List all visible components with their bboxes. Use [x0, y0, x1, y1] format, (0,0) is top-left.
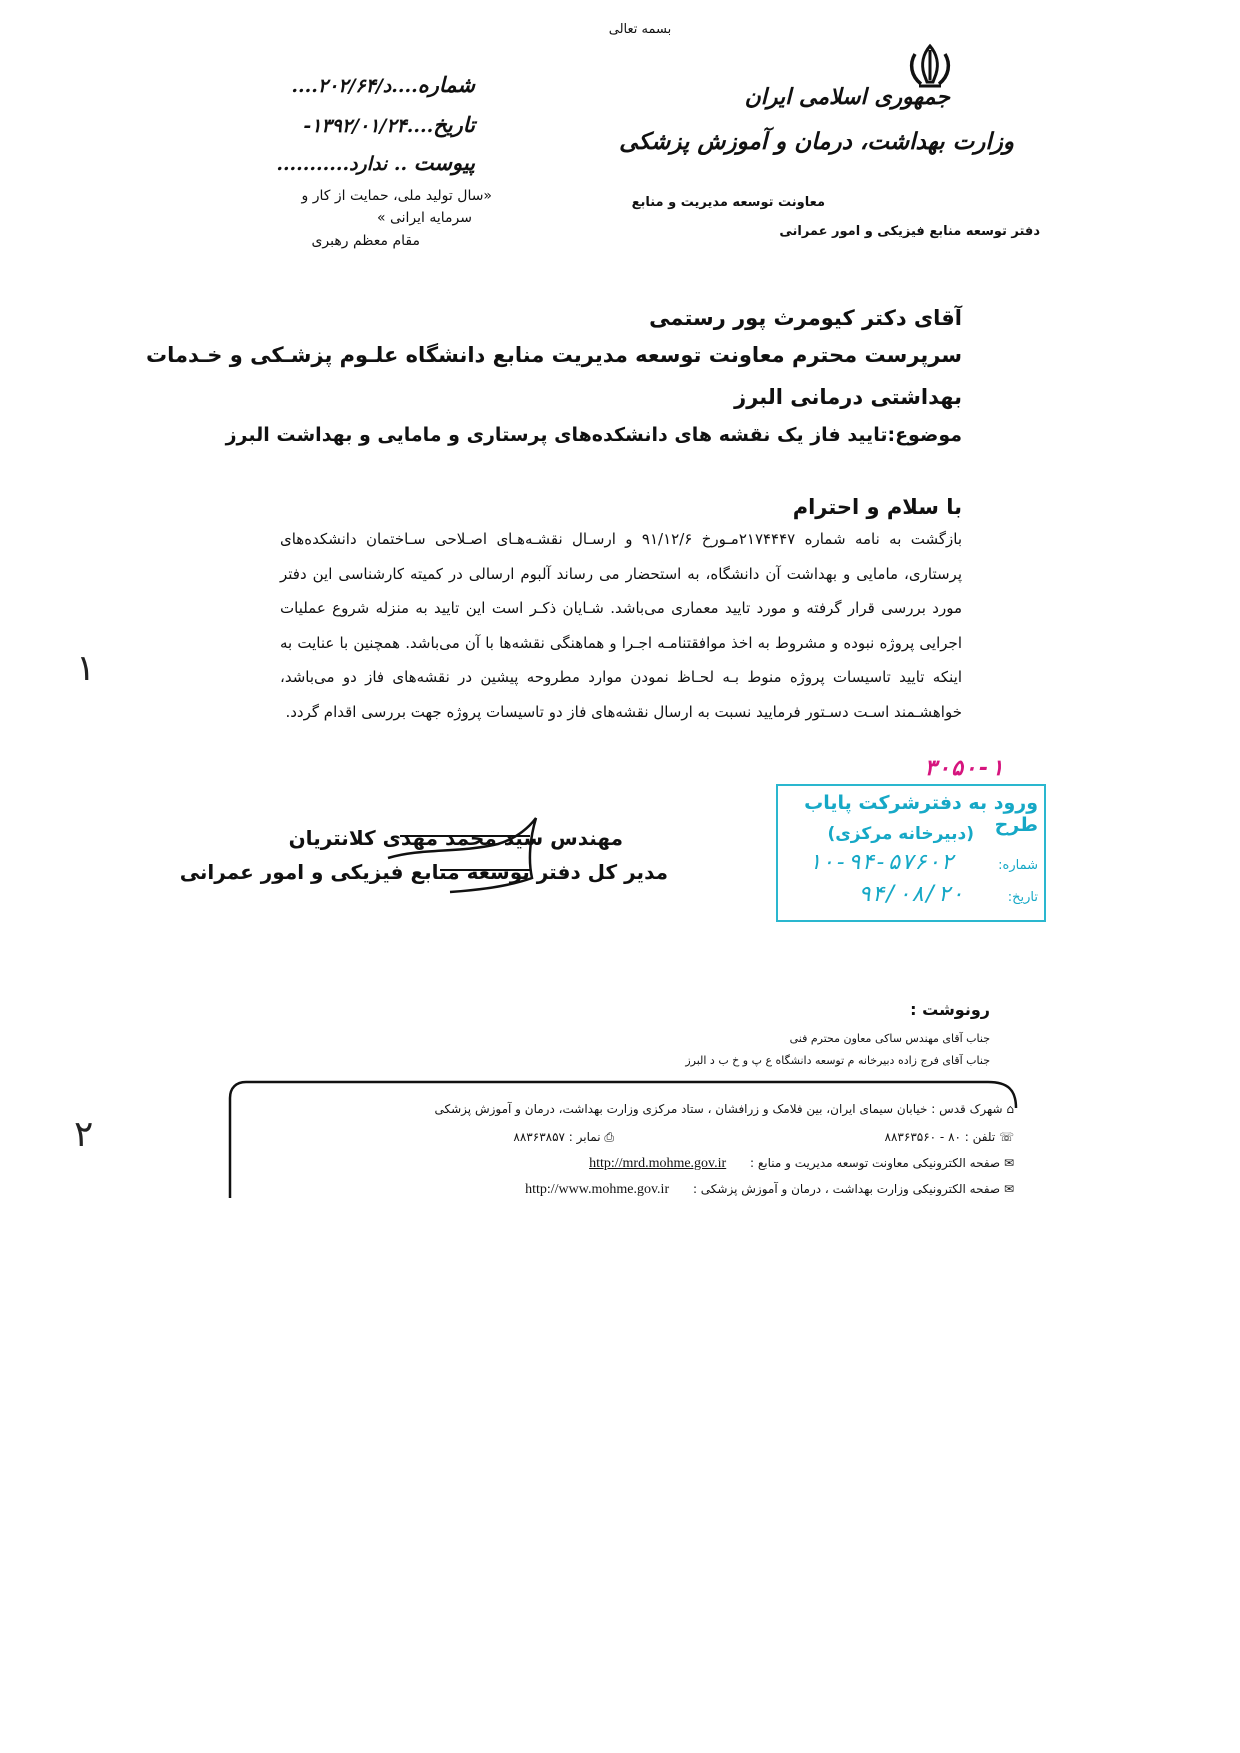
handwritten-reference: ۳۰۵۰-۱: [924, 756, 1004, 781]
letter-number-label: شماره: [417, 72, 475, 97]
stamp-subtitle: (دبیرخانه مرکزی): [827, 824, 974, 844]
letter-attachment: پیوست .. ندارد...........: [276, 150, 475, 175]
letter-number-value: د/۲۰۲/۶۴: [317, 75, 392, 97]
signature-scribble-icon: [380, 808, 560, 898]
phone-icon: ☏: [998, 1130, 1014, 1144]
margin-mark-2: ۲: [74, 1114, 94, 1155]
slogan-line-1: «سال تولید ملی، حمایت از کار و: [301, 188, 492, 204]
stamp-title: ورود به دفترشرکت پایاب طرح: [804, 792, 1038, 836]
stamp-number-value: ۱۰-۹۴-۵۷۶۰۲: [808, 850, 954, 875]
letter-body: بازگشت به نامه شماره ۲۱۷۴۴۴۷مـورخ ۹۱/۱۲/۶ و ارسـال نقشـه‌هـای اصـلاحی سـاختمان دانشکده‌های پرستاری، مامایی و بهداشت آن دانشگاه، به استحضار می رساند آلبوم ارسالی در کمیته کارشناسی این دفتر مورد بررسی قرار گرفته و مورد تایید معماری می‌باشد. شـایان ذکـر است این تایید به منزله شروع عملیات اجرایی پروژه نبوده و مشروط به اخذ موافقتنامـه اجـرا و هماهنگی نقشه‌ها با آن می‌باشد. همچنین با عنایت به اینکه تایید تاسیسات پروژه منوط بـه لحـاظ نمودن موارد مطروحه پیشین در نقشه‌های فاز دو می‌باشد، خواهشـمند اسـت دسـتور فرمایید نسبت به ارسال نقشه‌های فاز دو تاسیسات پروژه جهت بررسی اقدام گردد.: [280, 530, 963, 721]
stamp-number-label: شماره:: [998, 858, 1038, 873]
mrd-website-link[interactable]: http://mrd.mohme.gov.ir: [589, 1156, 727, 1171]
footer-fax: ⎙ نمابر : ۸۸۳۶۳۸۵۷: [513, 1130, 614, 1144]
letter-date: تاریخ....۱۳۹۲/۰۱/۲۴-: [303, 112, 475, 137]
letter-date-label: تاریخ: [433, 112, 475, 137]
footer-web-mrd: ✉ صفحه الکترونیکی معاونت توسعه مدیریت و منابع : http://mrd.mohme.gov.ir: [589, 1156, 1014, 1171]
cc-item-1: جناب آقای مهندس ساکی معاون محترم فنی: [789, 1032, 990, 1045]
margin-mark-1: ۱: [76, 648, 96, 689]
letter-attachment-value: ندارد: [349, 153, 388, 175]
iran-emblem-icon: [905, 42, 955, 88]
entry-stamp: [776, 784, 1046, 922]
department-line-2: دفتر توسعه منابع فیزیکی و امور عمرانی: [779, 224, 1040, 239]
addressee-title-2: بهداشتی درمانی البرز: [734, 385, 962, 409]
slogan-line-2: سرمایه ایرانی »: [376, 210, 472, 226]
invocation: بسمه تعالی: [608, 22, 672, 37]
signer-title: مدیر کل دفتر توسعه منابع فیزیکی و امور عمرانی: [179, 860, 668, 884]
letter-subject: موضوع:تایید فاز یک نقشه های دانشکده‌های پرستاری و مامایی و بهداشت البرز: [225, 424, 962, 446]
slogan-line-3: مقام معظم رهبری: [311, 233, 420, 249]
fax-icon: ⎙: [604, 1130, 614, 1144]
greeting: با سلام و احترام: [792, 495, 962, 519]
location-icon: ⌂: [1006, 1102, 1014, 1116]
mohme-website-link[interactable]: http://www.mohme.gov.ir: [525, 1182, 670, 1197]
addressee-name: آقای دکتر کیومرث پور رستمی: [649, 306, 962, 330]
cc-title: رونوشت :: [910, 1000, 990, 1019]
letter-date-value: ۱۳۹۲/۰۱/۲۴: [311, 115, 407, 137]
logo-line-2: وزارت بهداشت، درمان و آموزش پزشکی: [619, 128, 1014, 155]
footer-web-mohme: ✉ صفحه الکترونیکی وزارت بهداشت ، درمان و آموزش پزشکی : http://www.mohme.gov.ir: [525, 1182, 1014, 1197]
mail-icon: ✉: [1003, 1156, 1014, 1170]
stamp-date-value: ۹۴/۰۸/۲۰: [858, 882, 964, 907]
addressee-title-1: سرپرست محترم معاونت توسعه مدیریت منابع دانشگاه علـوم پزشـکی و خـدمات: [145, 343, 962, 367]
letter-number: شماره....د/۲۰۲/۶۴....: [291, 72, 475, 97]
cc-item-2: جناب آقای فرج زاده دبیرخانه م توسعه دانشگاه ع پ و خ ب د البرز: [685, 1054, 990, 1067]
letter-attachment-label: پیوست: [413, 150, 475, 175]
signer-name: مهندس سید محمد مهدی کلانتریان: [288, 826, 623, 850]
footer-phone: ☏ تلفن : ۸۰ - ۸۸۳۶۳۵۶۰: [884, 1130, 1014, 1144]
department-line-1: معاونت توسعه مدیریت و منابع: [631, 195, 825, 210]
mail-icon: ✉: [1003, 1182, 1014, 1196]
logo-line-1: جمهوری اسلامی ایران: [744, 84, 950, 110]
stamp-date-label: تاریخ:: [1007, 890, 1038, 905]
footer-address: ⌂ شهرک قدس : خیابان سیمای ایران، بین فلامک و زرافشان ، ستاد مرکزی وزارت بهداشت، درمان و آموزش پزشکی: [434, 1102, 1014, 1116]
